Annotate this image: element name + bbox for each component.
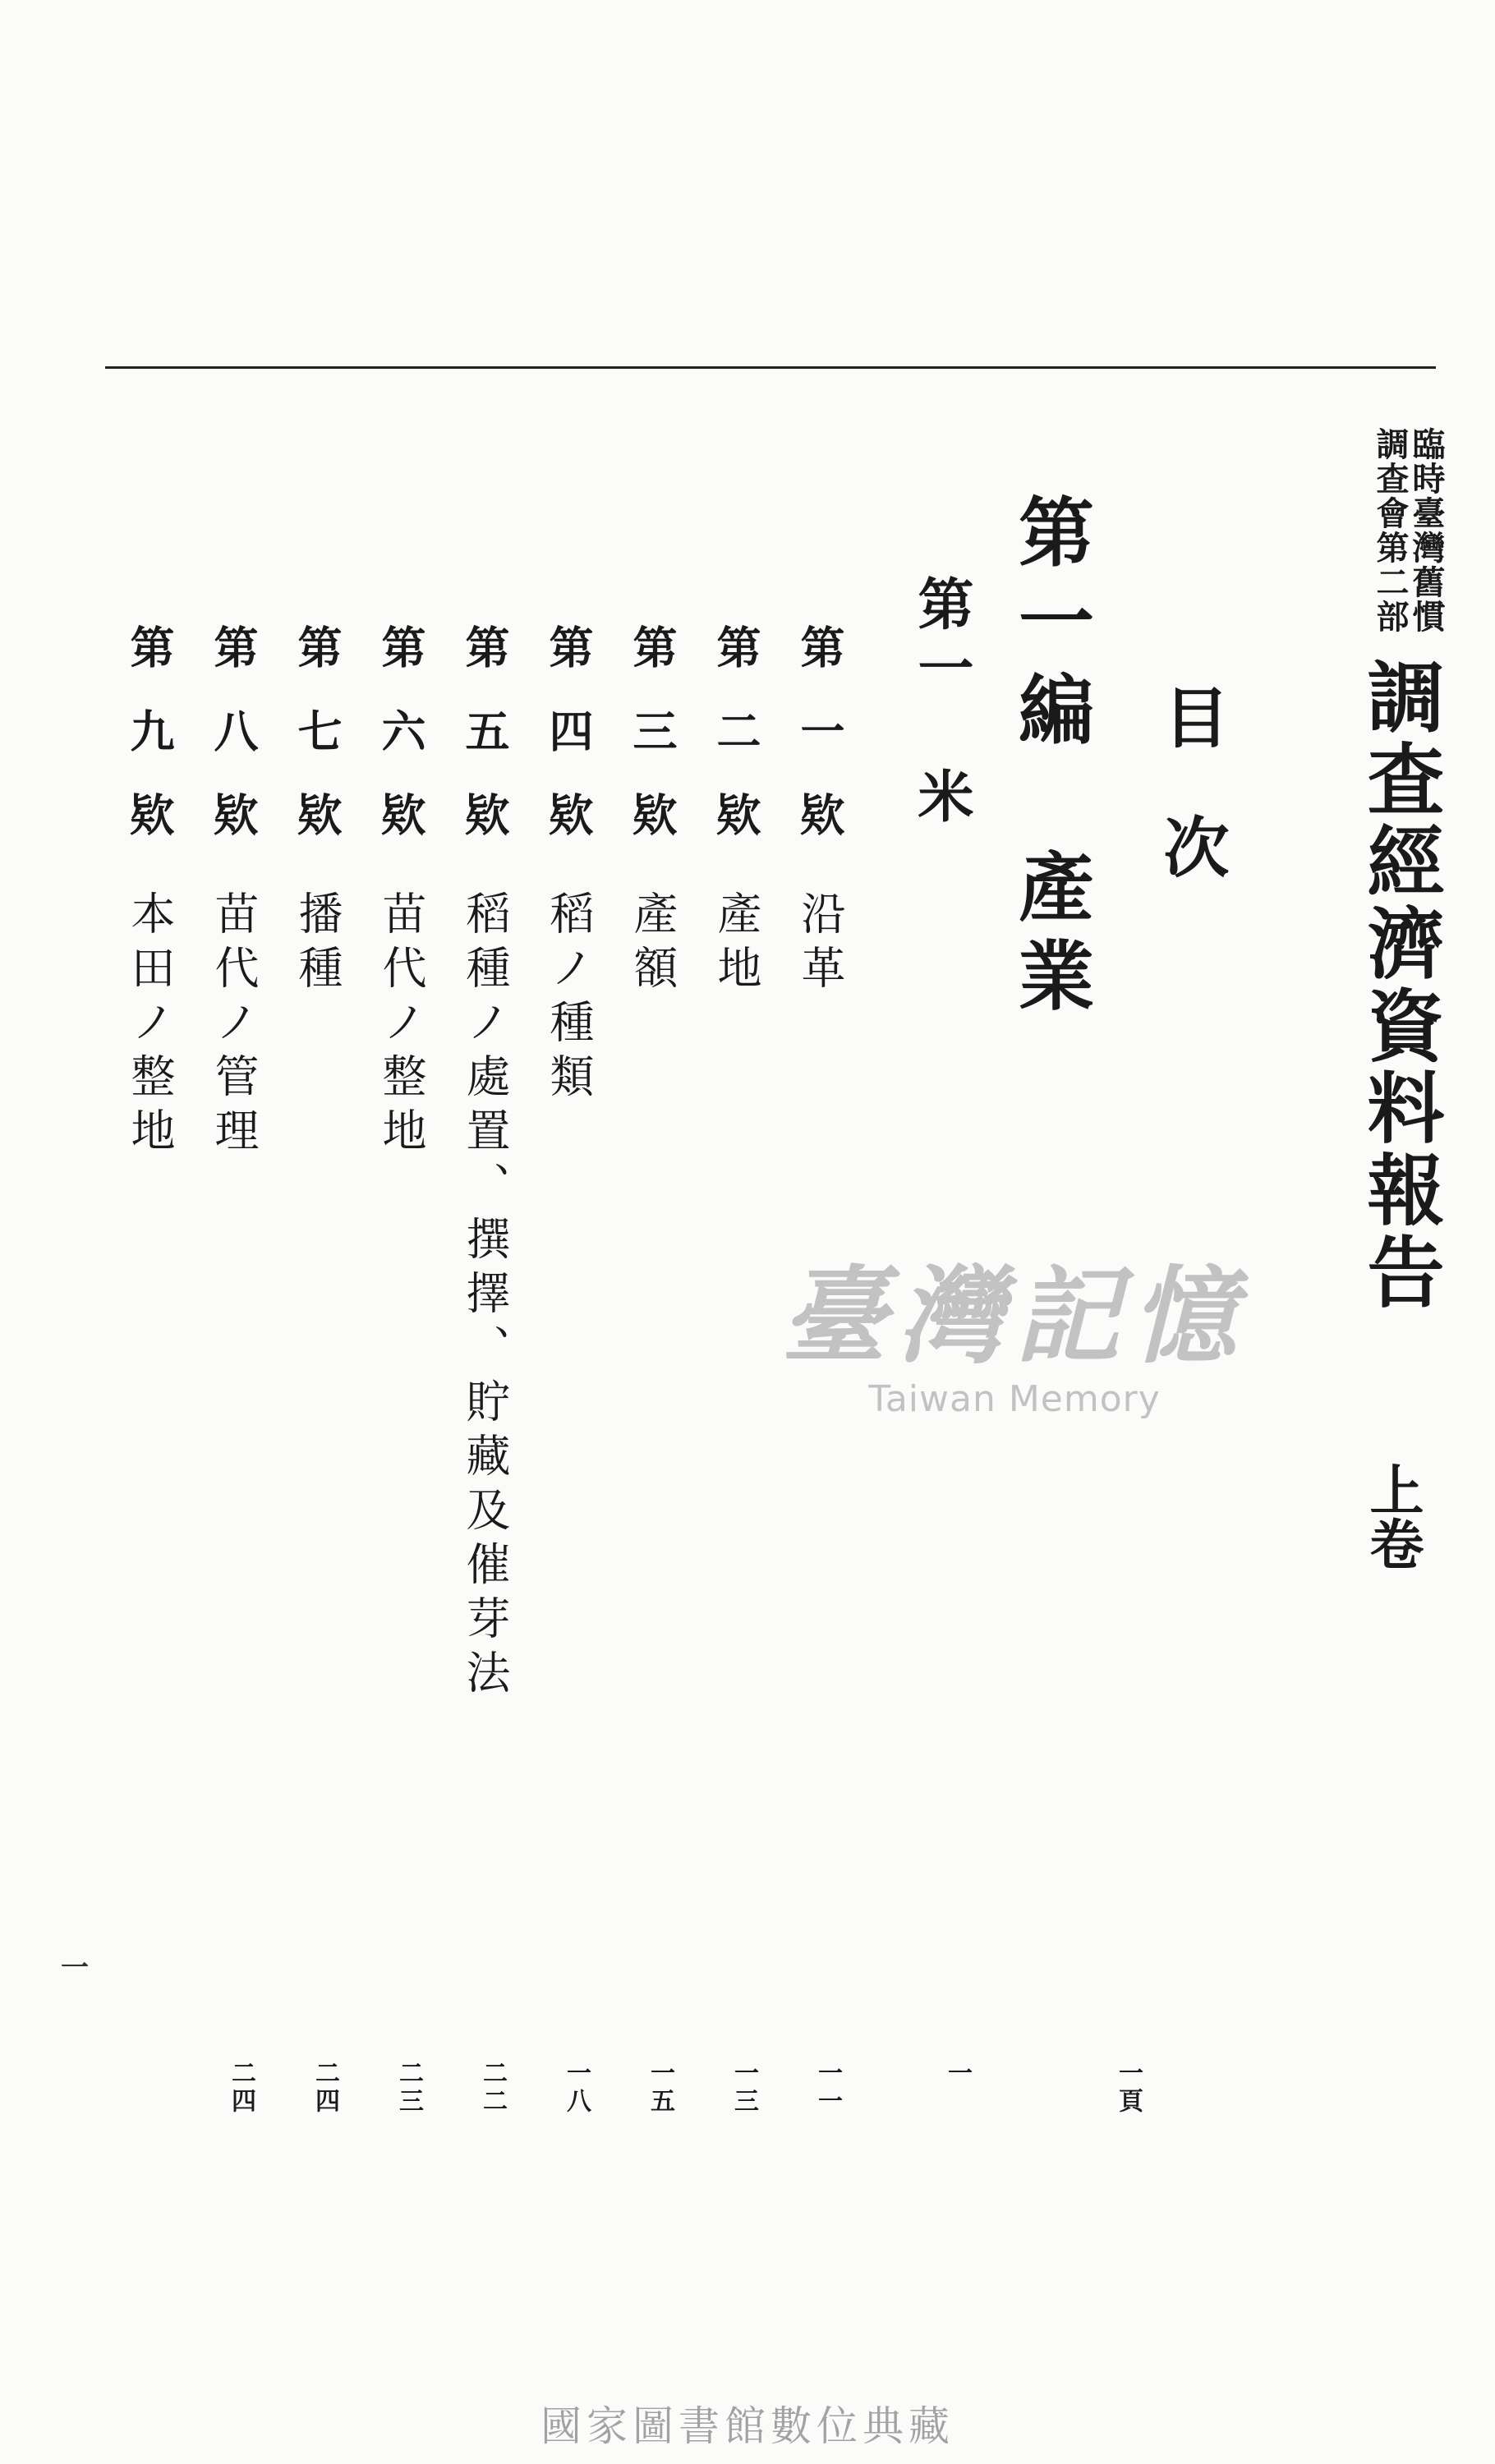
toc-section-6: [357, 624, 427, 1161]
page-number: 二三: [394, 2060, 423, 2116]
section-number: 第五欵: [458, 624, 511, 876]
page-number: 一頁: [1114, 2060, 1143, 2116]
page-number: 二四: [310, 2060, 339, 2116]
section-title: 稻種ノ處置、撰擇、貯藏及催芽法: [459, 890, 511, 1703]
toc-section-9: [106, 624, 176, 1161]
section-number: 第四欵: [542, 624, 595, 876]
section-title: 播種: [292, 890, 343, 999]
section-title: 本田ノ整地: [124, 890, 176, 1161]
margin-mark: 一: [61, 1951, 89, 1984]
section-title: 沿革: [794, 890, 846, 999]
top-rule: [105, 366, 1436, 369]
toc-section-3: [609, 624, 678, 999]
section-number: 第二欵: [710, 624, 762, 876]
toc-section-2: [692, 624, 762, 999]
section-number: 第三欵: [626, 624, 678, 876]
page-number: 一一: [813, 2060, 842, 2116]
page-number: 二二: [478, 2060, 507, 2116]
footer-credit: 國家圖書館數位典藏: [540, 2402, 954, 2450]
page-number: 二四: [227, 2060, 255, 2116]
page-number: 一五: [646, 2060, 674, 2116]
toc-section-7: [274, 624, 343, 999]
book-title: 調査經濟資料報告: [1354, 657, 1444, 1314]
watermark-logo: [743, 1232, 1286, 1420]
toc-heading: 目次: [1152, 683, 1230, 943]
page-number: 一八: [562, 2060, 591, 2116]
part-heading: 第一編 產業: [1006, 493, 1095, 1025]
section-number: 第一欵: [794, 624, 846, 876]
section-number: 第八欵: [207, 624, 260, 876]
toc-section-1: [776, 624, 846, 999]
watermark-en: Taiwan Memory: [868, 1378, 1161, 1420]
volume-label: 上卷: [1360, 1462, 1424, 1570]
section-number: 第九欵: [123, 624, 176, 876]
section-number: 第六欵: [375, 624, 427, 876]
toc-section-8: [190, 624, 260, 1161]
page-number: 一三: [729, 2060, 758, 2116]
publisher-line-2: 調查會第二部: [1371, 427, 1410, 634]
watermark-cn: 臺灣記憶: [780, 1255, 1248, 1378]
publisher-col-2: [1327, 427, 1410, 634]
section-number: 第七欵: [291, 624, 343, 876]
section-title: 稻ノ種類: [543, 890, 595, 1107]
section-title: 產地: [711, 890, 762, 999]
section-title: 苗代ノ管理: [208, 890, 260, 1161]
chapter-heading: 第一 米: [908, 575, 974, 831]
page-number: 一: [943, 2060, 972, 2088]
publisher-line-1: 臨時臺灣舊慣: [1407, 427, 1446, 634]
toc-section-4: [525, 624, 595, 1107]
toc-section-5: [441, 624, 511, 1703]
section-title: 苗代ノ整地: [375, 890, 427, 1161]
section-title: 產額: [627, 890, 678, 999]
